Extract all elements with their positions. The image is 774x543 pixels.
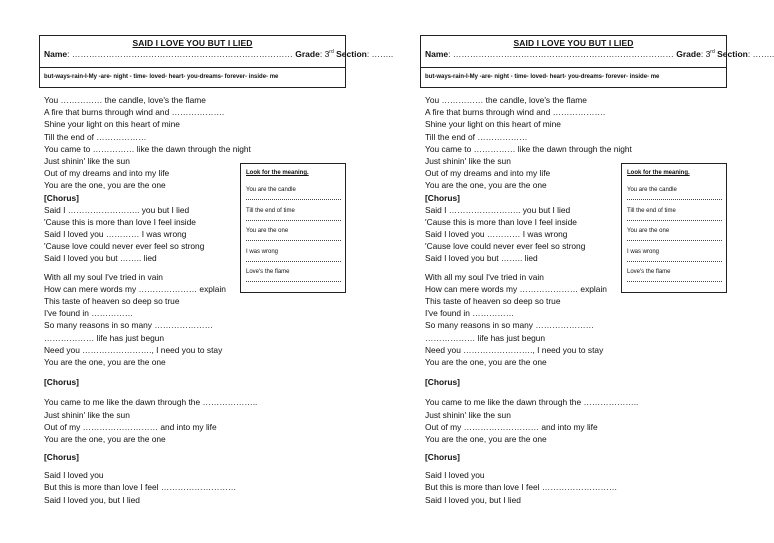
meaning-item: Till the end of time bbox=[246, 207, 295, 214]
meaning-answer-line bbox=[246, 220, 341, 221]
meaning-item: You are the one bbox=[627, 228, 670, 234]
meaning-box bbox=[621, 163, 727, 293]
lyric-line: With all my soul I've tried in vain bbox=[425, 271, 544, 282]
worksheet-right bbox=[420, 35, 774, 514]
student-info-row bbox=[425, 49, 774, 59]
spacer bbox=[425, 388, 725, 396]
lyric-line: Said I loved you but …….. lied bbox=[44, 253, 157, 264]
lyric-line: 'Cause this is more than love I feel inside bbox=[425, 216, 577, 227]
meaning-title-text: Look for the meaning bbox=[246, 170, 308, 176]
grade-value: : 3 bbox=[700, 49, 711, 59]
lyric-line: You are the one, you are the one bbox=[44, 433, 166, 444]
lyric-line: This taste of heaven so deep so true bbox=[425, 296, 561, 306]
grade-value: : 3 bbox=[319, 49, 330, 59]
grade-label: Grade bbox=[676, 49, 701, 59]
lyric-line: Just shinin' like the sun bbox=[425, 155, 511, 166]
worksheet-title: SAID I LOVE YOU BUT I LIED bbox=[513, 38, 634, 48]
grade-label: Grade bbox=[295, 49, 320, 59]
lyric-line: 'Cause love could never ever feel so strong bbox=[425, 241, 586, 252]
lyric-line: A fire that burns through wind and ………………. bbox=[425, 107, 606, 118]
grade-suffix: rd bbox=[710, 49, 715, 56]
lyric-line: Said I loved you ………… I was wrong bbox=[44, 229, 187, 240]
lyric-line: Said I …………………….. you but I lied bbox=[425, 204, 571, 215]
chorus-marker: [Chorus] bbox=[425, 377, 460, 388]
meaning-title bbox=[246, 170, 309, 176]
lyric-line: How can mere words my ………………… explain bbox=[44, 283, 226, 294]
meaning-answer-line bbox=[246, 261, 341, 262]
meaning-item: Till the end of time bbox=[627, 207, 676, 214]
lyric-line: Till the end of ……………… bbox=[425, 131, 528, 142]
section-label: Section bbox=[336, 49, 367, 59]
meaning-box bbox=[240, 163, 346, 293]
lyric-line: But this is more than love I feel ……………………… bbox=[425, 482, 618, 493]
lyric-line: ……………… life has just begun bbox=[44, 332, 165, 343]
worksheet-title: SAID I LOVE YOU BUT I LIED bbox=[132, 38, 253, 48]
lyric-line: Out of my dreams and into my life bbox=[425, 168, 551, 179]
lyric-line: This taste of heaven so deep so true bbox=[44, 296, 180, 306]
chorus-marker: [Chorus] bbox=[425, 452, 460, 463]
meaning-answer-line bbox=[627, 240, 722, 241]
lyric-line: You came to …………… like the dawn through the night bbox=[425, 143, 632, 154]
chorus-marker: [Chorus] bbox=[44, 192, 79, 203]
lyric-line: You are the one, you are the one bbox=[44, 356, 166, 367]
name-label: Name bbox=[44, 49, 68, 59]
lyric-line: Just shinin' like the sun bbox=[44, 409, 130, 420]
worksheet-left bbox=[39, 35, 394, 514]
lyric-line: You are the one, you are the one bbox=[44, 180, 166, 191]
lyric-line: You are the one, you are the one bbox=[425, 180, 547, 191]
meaning-item: You are the candle bbox=[627, 187, 677, 193]
lyric-line: Need you ……………………., I need you to stay bbox=[44, 344, 223, 355]
lyric-line: Said I loved you bbox=[44, 470, 104, 481]
lyric-line: You came to me like the dawn through the ……………….. bbox=[425, 397, 639, 408]
meaning-title-text: Look for the meaning bbox=[627, 170, 689, 176]
meaning-item: Love's the flame bbox=[627, 269, 671, 275]
chorus-marker: [Chorus] bbox=[44, 377, 79, 388]
header-divider bbox=[421, 67, 726, 68]
section-dots: : …….. bbox=[747, 49, 774, 59]
meaning-answer-line bbox=[246, 281, 341, 282]
spacer bbox=[425, 368, 725, 376]
meaning-item: I was wrong bbox=[627, 248, 660, 255]
lyric-line: You came to …………… like the dawn through the night bbox=[44, 143, 251, 154]
lyric-line: 'Cause love could never ever feel so strong bbox=[44, 241, 205, 252]
lyrics bbox=[425, 94, 725, 506]
lyric-line: Out of my ……………………… and into my life bbox=[44, 421, 217, 432]
lyric-line: You came to me like the dawn through the ……………….. bbox=[44, 397, 258, 408]
lyric-line: Said I loved you bbox=[425, 470, 485, 481]
section-label: Section bbox=[717, 49, 748, 59]
chorus-marker: [Chorus] bbox=[44, 452, 79, 463]
lyric-line: Said I loved you ………… I was wrong bbox=[425, 229, 568, 240]
lyric-line: You …………… the candle, love's the flame bbox=[44, 95, 206, 105]
meaning-answer-line bbox=[627, 281, 722, 282]
section-dots: : …….. bbox=[366, 49, 394, 59]
lyric-line: Till the end of ……………… bbox=[44, 131, 147, 142]
meaning-answer-line bbox=[246, 199, 341, 200]
lyric-line: 'Cause this is more than love I feel inside bbox=[44, 216, 196, 227]
lyric-line: Out of my dreams and into my life bbox=[44, 168, 170, 179]
name-label: Name bbox=[425, 49, 449, 59]
lyric-line: You are the one, you are the one bbox=[425, 433, 547, 444]
lyric-line: A fire that burns through wind and ………………. bbox=[44, 107, 225, 118]
lyric-line: Said I loved you, but I lied bbox=[425, 494, 521, 505]
word-bank: but-ways-rain-I-My -are- night - time- loved- heart- you-dreams- forever- inside- me bbox=[44, 74, 279, 80]
lyric-line: You are the one, you are the one bbox=[425, 356, 547, 367]
meaning-title-suffix: . bbox=[688, 170, 690, 176]
lyric-line: Shine your light on this heart of mine bbox=[44, 119, 180, 130]
spacer bbox=[44, 388, 344, 396]
lyric-line: Said I loved you, but I lied bbox=[44, 494, 140, 505]
header-divider bbox=[40, 67, 345, 68]
chorus-marker: [Chorus] bbox=[425, 192, 460, 203]
lyric-line: Said I loved you but …….. lied bbox=[425, 253, 538, 264]
lyric-line: Said I …………………….. you but I lied bbox=[44, 204, 190, 215]
meaning-item: You are the candle bbox=[246, 187, 296, 193]
meaning-answer-line bbox=[627, 261, 722, 262]
meaning-item: You are the one bbox=[246, 228, 289, 234]
lyric-line: So many reasons in so many ………………… bbox=[425, 320, 594, 331]
name-dots: : …………………………………………………………………… bbox=[448, 49, 674, 59]
lyric-line: How can mere words my ………………… explain bbox=[425, 283, 607, 294]
lyric-line: I've found in …………… bbox=[44, 308, 134, 319]
lyrics bbox=[44, 94, 344, 506]
meaning-title-suffix: . bbox=[307, 170, 309, 176]
lyric-line: But this is more than love I feel ……………………… bbox=[44, 482, 237, 493]
lyric-line: Just shinin' like the sun bbox=[44, 155, 130, 166]
spacer bbox=[44, 368, 344, 376]
meaning-answer-line bbox=[627, 199, 722, 200]
lyric-line: ……………… life has just begun bbox=[425, 332, 546, 343]
lyric-line: You …………… the candle, love's the flame bbox=[425, 95, 587, 105]
name-dots: : …………………………………………………………………… bbox=[67, 49, 293, 59]
lyric-line: Shine your light on this heart of mine bbox=[425, 119, 561, 130]
meaning-answer-line bbox=[246, 240, 341, 241]
lyric-line: Need you ……………………., I need you to stay bbox=[425, 344, 604, 355]
grade-suffix: rd bbox=[329, 49, 334, 56]
lyric-line: Just shinin' like the sun bbox=[425, 409, 511, 420]
lyric-line: With all my soul I've tried in vain bbox=[44, 271, 163, 282]
meaning-title bbox=[627, 170, 690, 176]
word-bank: but-ways-rain-I-My -are- night - time- loved- heart- you-dreams- forever- inside- me bbox=[425, 74, 660, 80]
student-info-row bbox=[44, 49, 394, 59]
lyric-line: I've found in …………… bbox=[425, 308, 515, 319]
lyric-line: Out of my ……………………… and into my life bbox=[425, 421, 598, 432]
lyric-line: So many reasons in so many ………………… bbox=[44, 320, 213, 331]
meaning-item: I was wrong bbox=[246, 248, 279, 255]
meaning-answer-line bbox=[627, 220, 722, 221]
meaning-item: Love's the flame bbox=[246, 269, 290, 275]
